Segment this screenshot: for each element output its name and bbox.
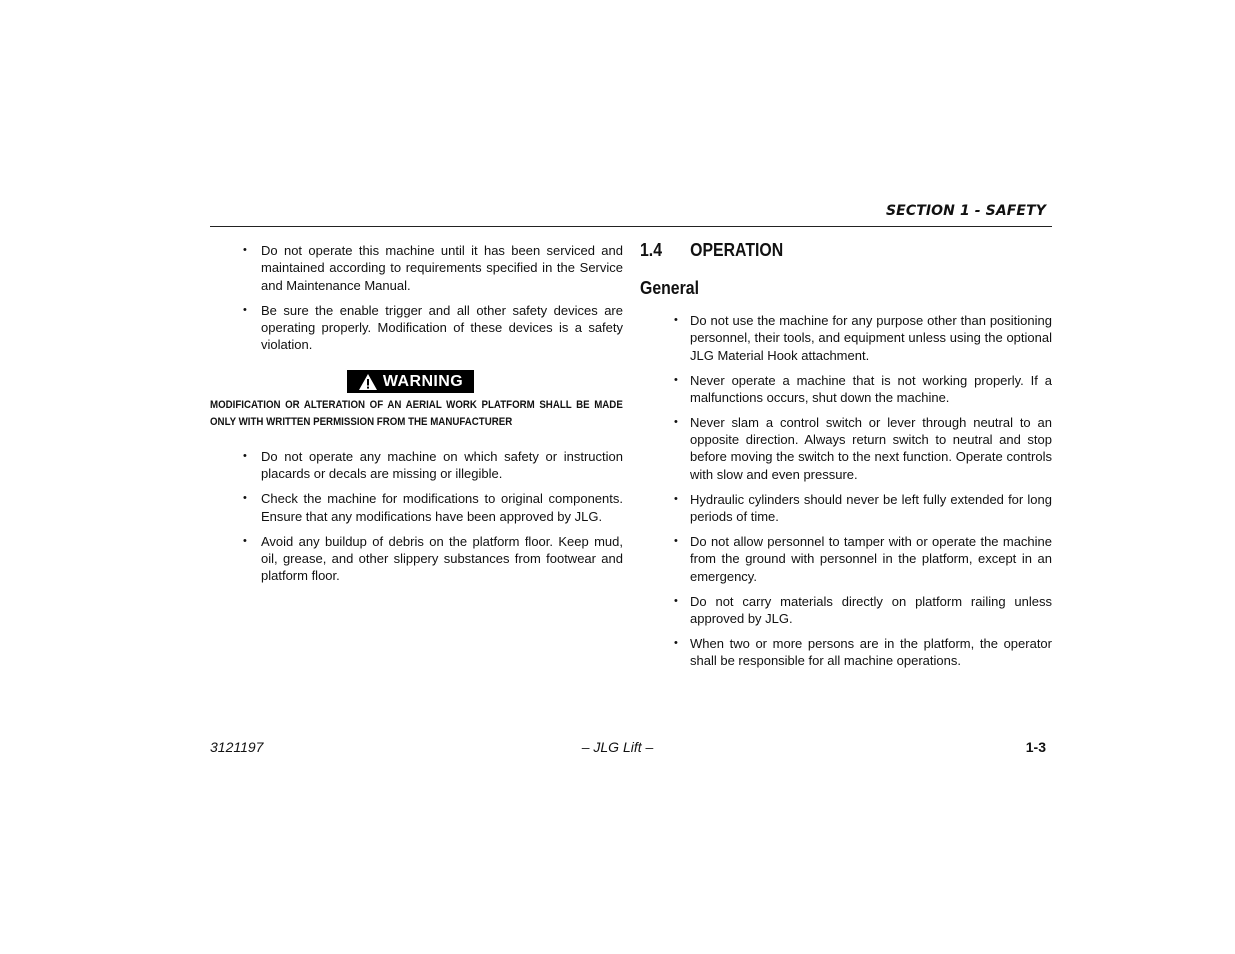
bullet-icon: •	[243, 303, 247, 316]
header-rule	[210, 226, 1052, 227]
list-item	[640, 635, 1052, 670]
bullet-icon: •	[674, 373, 678, 386]
list-item-text: Do not allow personnel to tamper with or operate the machine from the ground with personnel in the platform, except in an emergency.	[690, 534, 1052, 584]
bullet-icon: •	[243, 450, 247, 462]
footer-center-text: – JLG Lift –	[581, 739, 654, 755]
bullet-icon: •	[674, 314, 678, 326]
list-item	[640, 372, 1052, 407]
footer-page-number: 1-3	[1025, 739, 1046, 755]
warning-label: WARNING	[382, 372, 464, 390]
list-item	[210, 490, 623, 525]
bullet-list-top	[210, 242, 623, 361]
bullet-icon: •	[243, 534, 247, 547]
warning-badge	[347, 370, 474, 393]
subsection-heading: General	[640, 278, 700, 298]
list-item	[640, 533, 1052, 585]
list-item	[210, 302, 623, 354]
section-number: 1.4	[640, 240, 663, 260]
list-item	[640, 414, 1052, 483]
bullet-icon: •	[674, 636, 678, 649]
bullet-icon: •	[674, 492, 678, 505]
section-header-title: SECTION 1 - SAFETY	[885, 203, 1046, 219]
list-item-text: Check the machine for modifications to original components. Ensure that any modifications have been approved by JLG.	[261, 491, 623, 524]
list-item	[210, 448, 623, 483]
bullet-icon: •	[674, 594, 678, 607]
list-item	[640, 491, 1052, 526]
section-title: OPERATION	[690, 240, 784, 260]
list-item-text: Never operate a machine that is not working properly. If a malfunctions occurs, shut down the machine.	[690, 372, 1052, 405]
bullet-icon: •	[243, 492, 247, 505]
footer-doc-number: 3121197	[210, 739, 264, 755]
warning-text: MODIFICATION OR ALTERATION OF AN AERIAL WORK PLATFORM SHALL BE MADE ONLY WITH WRITTEN PERMISSION FROM THE MANUFACTURER	[210, 399, 623, 428]
list-item	[640, 312, 1052, 364]
list-item-text: Hydraulic cylinders should never be left fully extended for long periods of time.	[690, 491, 1052, 525]
list-item	[640, 593, 1052, 628]
list-item-text: Do not operate any machine on which safety or instruction placards or decals are missing or illegible.	[261, 449, 623, 482]
list-item-text: Do not use the machine for any purpose other than positioning personnel, their tools, and equipment unless using the optional JLG Material Hook attachment.	[690, 313, 1052, 363]
list-item-text: Be sure the enable trigger and all other safety devices are operating properly. Modification of these devices is a safety violation.	[261, 302, 623, 353]
list-item-text: When two or more persons are in the platform, the operator shall be responsible for all machine operations.	[690, 635, 1052, 669]
list-item-text: Do not carry materials directly on platform railing unless approved by JLG.	[690, 593, 1052, 626]
bullet-list-bottom	[210, 448, 623, 592]
bullet-icon: •	[674, 535, 678, 548]
list-item	[210, 533, 623, 585]
list-item-text: Do not operate this machine until it has been serviced and maintained according to requirements specified in the Service and Maintenance Manual.	[261, 243, 623, 293]
bullet-list-operation	[640, 312, 1052, 677]
section-heading	[640, 240, 783, 261]
list-item-text: Avoid any buildup of debris on the platform floor. Keep mud, oil, grease, and other slippery substances from footwear and platform floor.	[261, 533, 623, 584]
bullet-icon: •	[243, 244, 247, 256]
list-item	[210, 242, 623, 294]
bullet-icon: •	[674, 415, 678, 428]
warning-triangle-icon	[358, 373, 378, 391]
list-item-text: Never slam a control switch or lever through neutral to an opposite direction. Always return switch to neutral and stop before moving the switch to the next function. Operate controls with slow and even pressure.	[690, 414, 1052, 482]
